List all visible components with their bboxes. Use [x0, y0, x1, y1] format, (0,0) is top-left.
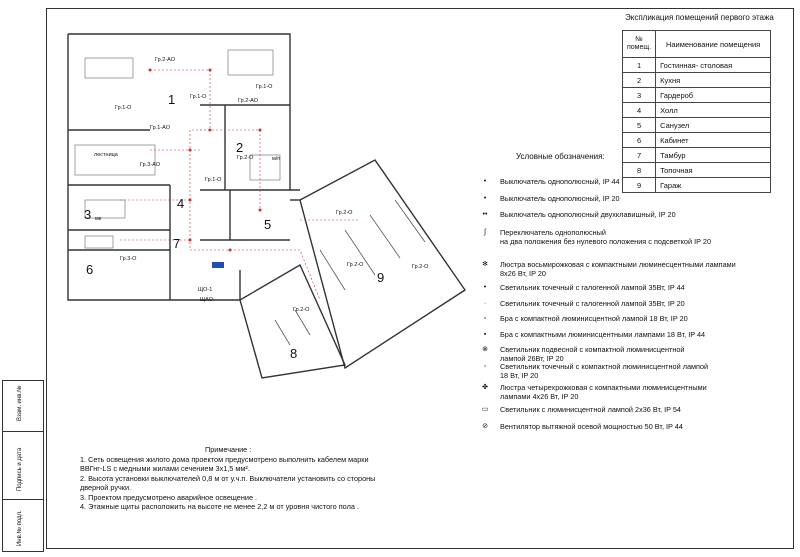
cell-num: 9	[623, 178, 656, 193]
cell-name: Кабинет	[656, 133, 771, 148]
table-header	[623, 31, 771, 58]
room-number: 9	[377, 270, 385, 285]
table-row	[623, 103, 771, 118]
legend-text: Выключатель однополюсный, IP 44	[500, 177, 620, 186]
group-label: Гр.1-АО	[150, 125, 170, 131]
cell-num: 3	[623, 88, 656, 103]
legend-text: Переключатель однополюсный на два положения без нулевого положения с подсветкой IP 20	[500, 228, 711, 246]
table-title: Экспликация помещений первого этажа	[625, 13, 774, 22]
chandelier-4-icon: ✤	[482, 384, 488, 391]
col-name-header: Наименование помещения	[656, 31, 771, 58]
group-label: Гр.2-АО	[238, 98, 258, 104]
plan-furniture	[75, 50, 280, 248]
fluor-tube-icon: ▭	[481, 406, 489, 413]
group-label: Гр.2-О	[347, 262, 364, 268]
group-label: Гр.1-О	[205, 177, 222, 183]
chandelier-8-icon: ✻	[482, 261, 488, 268]
note-line: 4. Этажные щиты расположить на высоте не менее 2,2 м от уровня чистого пола .	[80, 502, 359, 511]
stamp-inv-orig: Инв.№ подл.	[17, 510, 23, 546]
legend-text: Вентилятор вытяжной осевой мощностью 50 Вт, IP 44	[500, 422, 683, 431]
legend-text: Бра с компактной люминисцентной лампой 18 Вт, IP 20	[500, 314, 688, 323]
room-number: 3	[84, 207, 92, 222]
cell-num: 4	[623, 103, 656, 118]
legend-text: Люстра четырехрожковая с компактными люминисцентными лампами 4х26 Вт, IP 20	[500, 383, 707, 401]
plan-walls	[68, 34, 300, 300]
spot-fluor-icon: ◦	[483, 363, 487, 370]
shao-label: ЩАО	[200, 297, 213, 303]
pendant-icon: ⊗	[482, 346, 488, 353]
note-line: 3. Проектом предусмотрено аварийное освещение .	[80, 492, 258, 502]
cell-num: 8	[623, 163, 656, 178]
room-number: 8	[290, 346, 298, 361]
rooms-table	[622, 30, 771, 193]
cell-num: 2	[623, 73, 656, 88]
wardrobe-small-label: мк	[95, 216, 102, 222]
cell-name: Гостинная- столовая	[656, 58, 771, 73]
table-row	[623, 118, 771, 133]
cell-name: Топочная	[656, 163, 771, 178]
switch-ip20-icon: •	[483, 195, 487, 202]
col-num-header: № помещ.	[623, 31, 656, 58]
group-label: Гр.1-О	[190, 94, 207, 100]
room-number: 2	[236, 140, 244, 155]
cell-num: 6	[623, 133, 656, 148]
room-number: 6	[86, 262, 94, 277]
note-line: ВВГнг-LS с медными жилами сечением 3х1,5 мм².	[80, 464, 250, 473]
double-switch-icon: ••	[482, 211, 488, 218]
wall-lamp-icon: ▫	[483, 315, 487, 322]
room-number: 1	[168, 92, 176, 107]
spot-ip44-icon: •	[483, 284, 487, 291]
note-line: 1. Сеть освещения жилого дома проектом предусмотрено выполнить кабелем марки	[80, 454, 369, 464]
cell-name: Холл	[656, 103, 771, 118]
cell-name: Гардероб	[656, 88, 771, 103]
legend-text: Люстра восьмирожковая с компактными люминесцентными лампами 8х26 Вт, IP 20	[500, 260, 736, 278]
table-row	[623, 133, 771, 148]
group-label: Гр.2-О	[336, 210, 353, 216]
shchp-label: ЩО-1	[198, 287, 213, 293]
notes-block	[80, 445, 460, 512]
table-row	[623, 58, 771, 73]
table-row	[623, 88, 771, 103]
garage-lamps	[275, 200, 425, 345]
plan-garage	[240, 160, 465, 378]
legend-text: Светильник точечный с галогенной лампой 35Вт, IP 20	[500, 299, 685, 308]
table-row	[623, 163, 771, 178]
room-number: 7	[173, 236, 181, 251]
legend-text: Светильник подвесной с компактной люминисцентной лампой 26Вт, IP 20	[500, 345, 685, 363]
room-number: 4	[177, 196, 185, 211]
kitchen-small-label: м/п	[272, 156, 281, 162]
stamp-inv-num: Взам. инв.№	[17, 385, 23, 421]
table-row	[623, 73, 771, 88]
cell-num: 1	[623, 58, 656, 73]
spot-ip20-icon: ·	[483, 300, 487, 307]
stair-label: лестница	[94, 152, 118, 158]
cell-name: Кухня	[656, 73, 771, 88]
legend-text: Светильник точечный с компактной люминисцентной лампой 18 Вт, IP 20	[500, 362, 709, 380]
wall-lamp-ip44-icon: ▪	[483, 331, 487, 338]
group-label: Гр.2-О	[293, 307, 310, 313]
group-label: Гр.1-О	[256, 84, 273, 90]
group-label: Гр.2-О	[237, 155, 254, 161]
notes-heading: Примечание :	[205, 445, 252, 454]
legend-text: Выключатель однополюсный, IP 20	[500, 194, 620, 203]
legend-text: Выключатель однополюсный двухклавишный, IP 20	[500, 210, 676, 219]
fan-icon: ⊘	[482, 423, 488, 430]
cell-num: 5	[623, 118, 656, 133]
group-label: Гр.2-О	[412, 264, 429, 270]
legend-text: Светильник точечный с галогенной лампой 35Вт, IP 44	[500, 283, 685, 292]
legend-text: Светильник с люминисцентной лампой 2х36 Вт, IP 54	[500, 405, 681, 414]
cell-name: Гараж	[656, 178, 771, 193]
switch-ip44-icon: •	[483, 178, 487, 185]
group-label: Гр.1-О	[115, 105, 132, 111]
legend-text: Бра с компактными люминисцентными лампами 18 Вт, IP 44	[500, 330, 706, 339]
group-label: Гр.3-О	[120, 256, 137, 262]
panel-icon	[212, 262, 224, 268]
cell-name: Санузел	[656, 118, 771, 133]
group-label: Гр.3-АО	[140, 162, 160, 168]
legend-title: Условные обозначения:	[516, 152, 605, 161]
cell-num: 7	[623, 148, 656, 163]
cell-name: Тамбур	[656, 148, 771, 163]
group-label: Гр.2-АО	[155, 57, 175, 63]
note-line: 2. Высота установки выключателей 0,8 м от у.ч.п. Выключатели установить со стороны	[80, 473, 376, 483]
stamp-sign-date: Подпись и дата	[17, 447, 23, 491]
table-row	[623, 148, 771, 163]
note-line: дверной ручки.	[80, 483, 132, 492]
room-number: 5	[264, 217, 272, 232]
changeover-switch-icon: ʃ	[484, 229, 486, 236]
